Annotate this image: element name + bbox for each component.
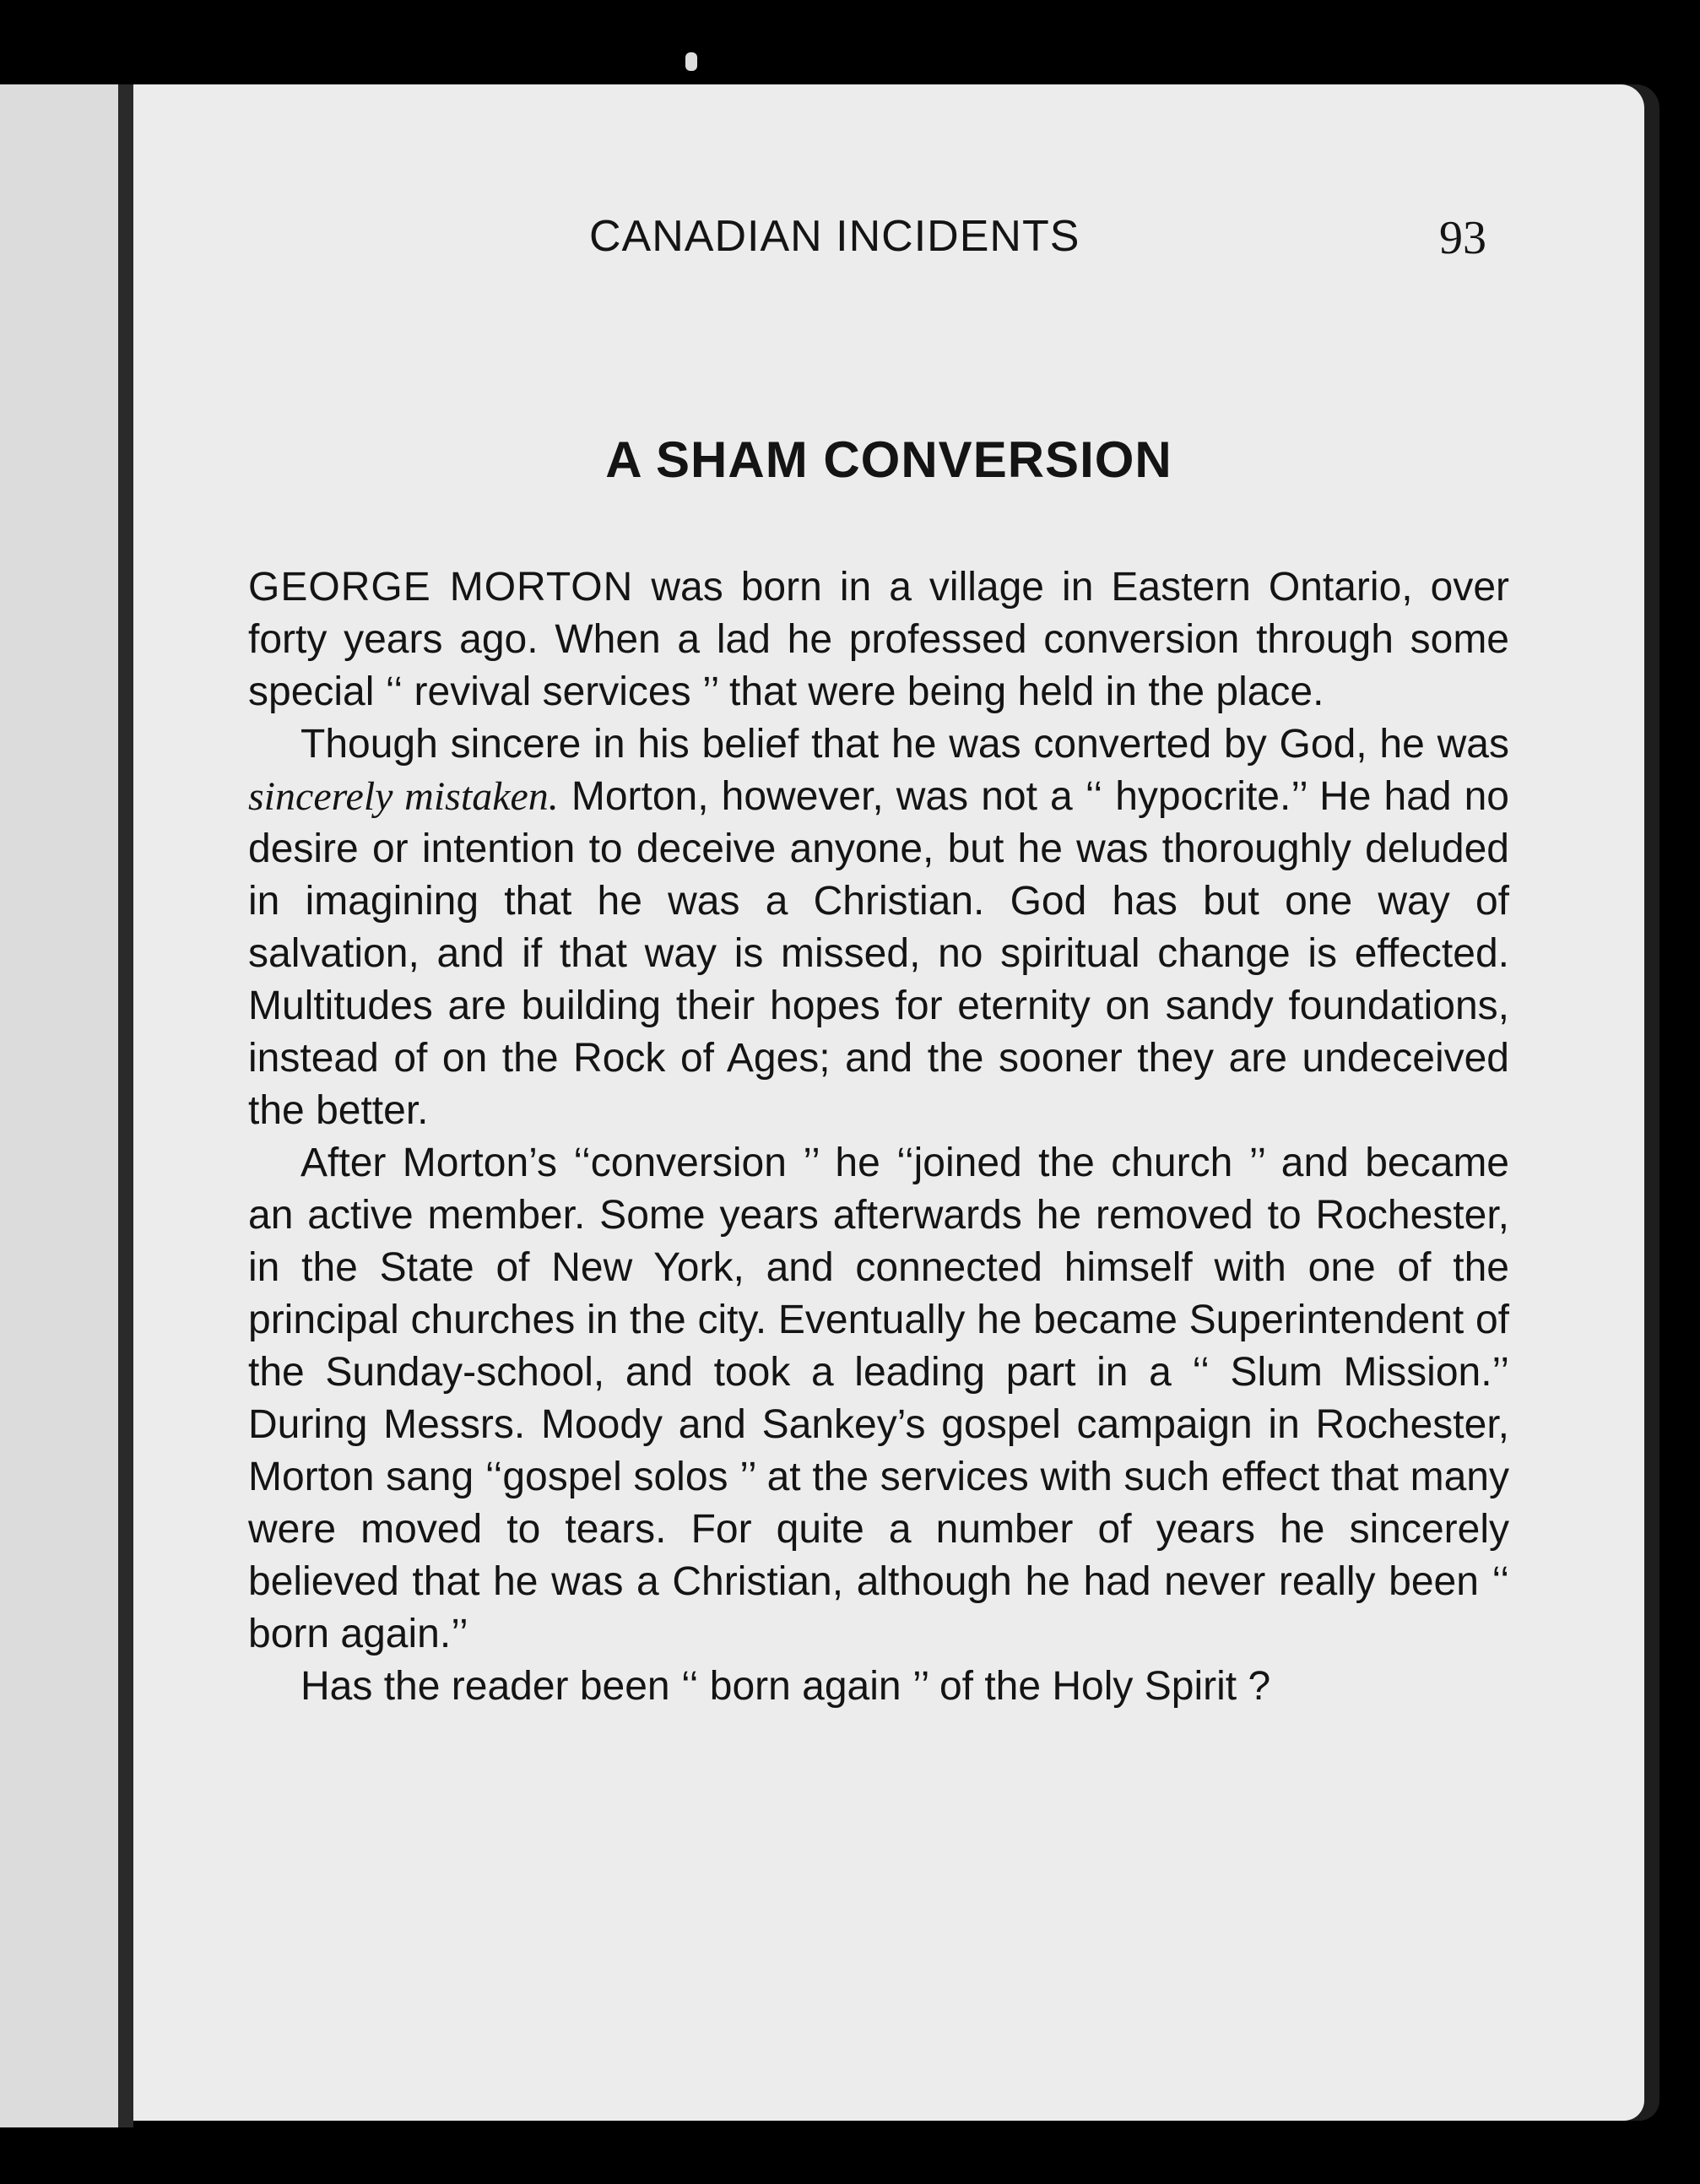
book-gutter bbox=[118, 84, 133, 2127]
paragraph-2-text-start: Though sincere in his belief that he was converted by God, he was bbox=[300, 722, 1509, 767]
paragraph-3: After Morton’s ‘‘conversion ’’ he ‘‘joined the church ’’ and became an active member. Some years afterwards he removed to Rochester, in the State of New York, and connected himself with one of the principal churches in the city. Eventually he became Superintendent of the Sunday-school, and took a leading part in a ‘‘ Slum Mission.’’ During Messrs. Moody and Sankey’s gospel campaign in Rochester, Morton sang ‘‘gospel solos ’’ at the services with such effect that many were moved to tears. For quite a number of years he sincerely believed that he was a Christian, although he had never really been ‘‘ born again.’’ bbox=[248, 1141, 1509, 1656]
paragraph-1 bbox=[248, 561, 1509, 718]
paragraph-4: Has the reader been ‘‘ born again ’’ of the Holy Spirit ? bbox=[300, 1664, 1271, 1709]
page-number: 93 bbox=[1439, 212, 1486, 264]
running-title: CANADIAN INCIDENTS bbox=[589, 212, 1080, 261]
paragraph-2 bbox=[248, 718, 1509, 1137]
book-page bbox=[133, 84, 1644, 2121]
paragraph-2-text-end: Morton, however, was not a ‘‘ hypocrite.’’ He had no desire or intention to deceive anyone, but he was thoroughly deluded in imagining that he was a Christian. God has but one way of salvation, and if that way is missed, no spiritual change is effected. Multitudes are building their hopes for eternity on sandy foundations, instead of on the Rock of Ages; and the sooner they are undeceived the better. bbox=[248, 774, 1510, 1133]
facing-page-edge bbox=[0, 84, 127, 2127]
paragraph-1-lead: GEORGE MORTON bbox=[248, 565, 634, 610]
scan-speck bbox=[685, 52, 697, 71]
article-title: A SHAM CONVERSION bbox=[605, 431, 1172, 488]
article-body bbox=[248, 561, 1509, 1713]
paragraph-1-text: was born in a village in Eastern Ontario, over forty years ago. When a lad he professed conversion through some special ‘‘ revival services ’’ that were being held in the place. bbox=[248, 565, 1510, 714]
paragraph-2-emphasis: sincerely mistaken. bbox=[248, 774, 559, 819]
running-header bbox=[133, 211, 1644, 262]
